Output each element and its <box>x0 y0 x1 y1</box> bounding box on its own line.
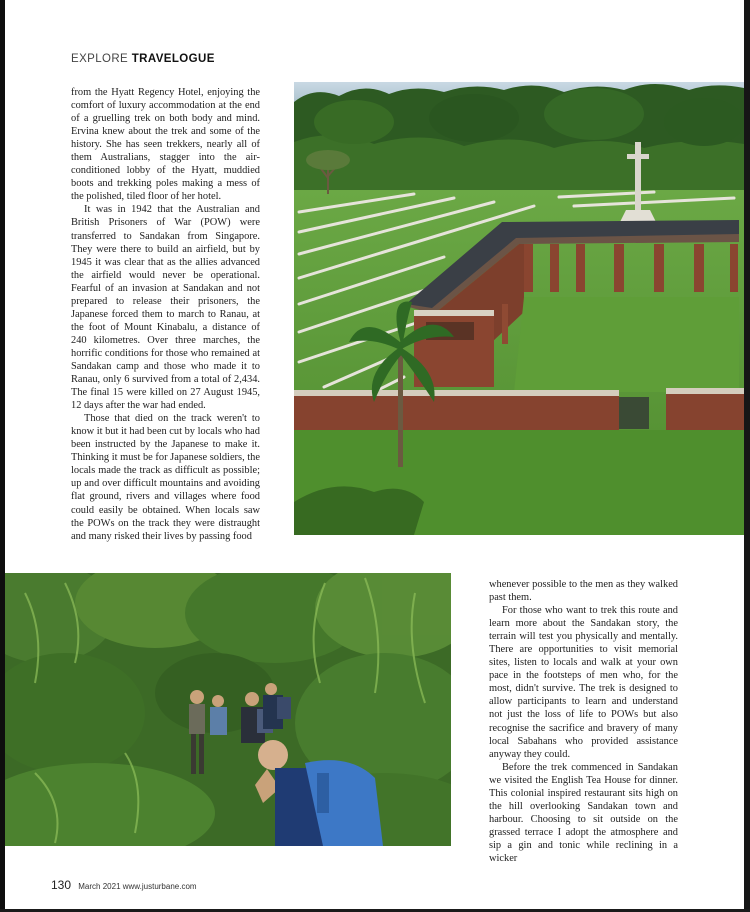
right-page-edge <box>744 0 750 912</box>
article-column-left <box>71 86 260 543</box>
page-number: 130 <box>51 878 72 892</box>
section-header <box>71 53 215 65</box>
article-paragraph: For those who want to trek this route and learn more about the Sandakan story, the terrain will test you physically and mentally. There are opportunities to visit memorial sites, listen to locals and walk at your own pace in the footsteps of men who, for the most, didn't survive. The trek is designed to allow participants to learn and understand not just the loss of life to POWs but also recognise the sacrifice and bravery of many local Sabahans who provided assistance anyway they could. <box>489 605 678 760</box>
issue-date: March 2021 <box>78 882 121 891</box>
website-link[interactable]: www.justurbane.com <box>122 882 197 891</box>
article-paragraph: Before the trek commenced in Sandakan we visited the English Tea House for dinner. This colonial inspired restaurant sits high on the hill overlooking Sandakan town and harbour. Choosing to sit outside on the grassed terrace I adopt the atmosphere and sip a gin and tonic while reclining in a wicker <box>489 761 678 864</box>
war-cemetery-illustration <box>294 82 744 535</box>
jungle-trek-illustration <box>5 573 451 846</box>
article-paragraph: whenever possible to the men as they walked past them. <box>489 579 678 604</box>
article-paragraph: It was in 1942 that the Australian and British Prisoners of War (POW) were transferred to Sandakan from Singapore. They were there to build an airfield, but by 1945 it was clear that as the allies advanced the airfield would never be operational. Fearful of an invasion at Sandakan and not prepared to release their prisoners, the Japanese forced them to march to Ranau, at the foot of Mount Kinabalu, a distance of 240 kilometres. Over three marches, the horrific conditions for those who remained at Sandakan camp and those who made it to Ranau, only 6 survived from a total of 2,434. The final 15 were killed on 27 August 1945, 12 days after the war had ended. <box>71 204 260 412</box>
jungle-trek-photo <box>5 573 451 846</box>
page-footer <box>51 878 197 892</box>
war-cemetery-photo <box>294 82 744 535</box>
category-name: TRAVELOGUE <box>131 53 215 65</box>
article-paragraph: Those that died on the track weren't to know it but it had been cut by locals who had been instructed by the Japanese to make it. Thinking it must be for Japanese soldiers, the locals made the track as difficult as possible; up and over difficult mountains and avoiding flat ground, rivers and villages where food could easily be obtained. When locals saw the POWs on the track they were distraught and many risked their lives by passing food <box>71 413 260 542</box>
article-paragraph: from the Hyatt Regency Hotel, enjoying the comfort of luxury accommodation at the end of a gruelling trek on both body and mind. Ervina knew about the trek and some of the history. She has seen trekkers, nearly all of them Australians, stagger into the air-conditioned lobby of the Hyatt, muddied boots and trekking poles making a mess of the polished, tiled floor of her hotel. <box>71 87 260 203</box>
section-name: EXPLORE <box>71 53 129 65</box>
article-column-right <box>489 578 678 865</box>
